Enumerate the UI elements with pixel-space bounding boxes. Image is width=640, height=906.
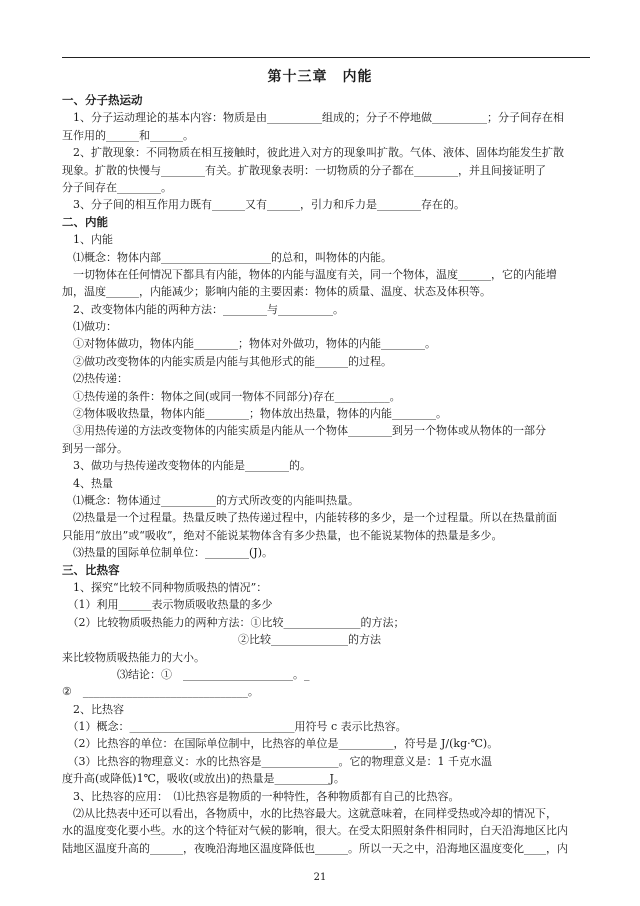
text-line: ②物体吸收热量，物体内能________；物体放出热量，物体的内能________。 xyxy=(62,407,447,421)
section-heading: 三、比热容 xyxy=(62,562,120,577)
text-line: （1）利用______表示物质吸收热量的多少 xyxy=(62,598,273,612)
document-body xyxy=(62,92,590,857)
text-line: 互作用的______和______。 xyxy=(62,128,194,142)
text-line: ⑵热量是一个过程量。热量反映了热传递过程中，内能转移的多少，是一个过程量。所以在热量前面 xyxy=(62,511,557,525)
text-line: 2、扩散现象：不同物质在相互接触时，彼此进入对方的现象叫扩散。气体、液体、固体均能发生扩散 xyxy=(62,146,564,160)
text-line: 2、比热容 xyxy=(62,702,124,716)
text-line: 度升高(或降低)1℃，吸收(或放出)的热量是__________J。 xyxy=(62,772,345,786)
text-line: ②做功改变物体的内能实质是内能与其他形式的能______的过程。 xyxy=(62,354,392,368)
text-line: ②比较______________的方法 xyxy=(62,633,381,647)
text-line: ⑶热量的国际单位制单位：________(J)。 xyxy=(62,546,273,560)
text-line: （2）比较物质吸热能力的两种方法：①比较______________的方法； xyxy=(62,615,405,629)
section-heading: 二、内能 xyxy=(62,214,108,229)
text-line: ⑴概念：物体内部____________________的总和，叫物体的内能。 xyxy=(62,250,392,264)
text-line: ①热传递的条件：物体之间(或同一物体不同部分)存在__________。 xyxy=(62,389,401,403)
text-line: 加，温度______，内能减少；影响内能的主要因素：物体的质量、温度、状态及体积等。 xyxy=(62,285,491,299)
text-line: ⑵热传递： xyxy=(62,372,128,386)
text-line: 只能用“放出”或“吸收”，绝对不能说某物体含有多少热量，也不能说某物体的热量是多少。 xyxy=(62,528,503,542)
text-line: （3）比热容的物理意义：水的比热容是______________。它的物理意义是：1 千克水温 xyxy=(62,754,492,768)
text-line: 来比较物质吸热能力的大小。 xyxy=(62,650,205,664)
text-line: 3、分子间的相互作用力既有______又有______，引力和斥力是________存在的。 xyxy=(62,198,465,212)
text-line: 陆地区温度升高的______，夜晚沿海地区温度降低也______。所以一天之中，沿海地区温度变化____，内 xyxy=(62,841,568,855)
text-line: 4、热量 xyxy=(62,476,113,490)
header-rule xyxy=(62,57,590,58)
text-line: （2）比热容的单位：在国际单位制中，比热容的单位是__________，符号是 J/(kg·℃)。 xyxy=(62,737,499,751)
text-line: ⑶结论：① ____________________。_ xyxy=(62,667,310,681)
text-line: 一切物体在任何情况下都具有内能，物体的内能与温度有关，同一个物体，温度______，它的内能增 xyxy=(62,267,557,281)
text-line: ⑵从比热表中还可以看出，各物质中，水的比热容最大。这就意味着，在同样受热或冷却的情况下， xyxy=(62,807,557,821)
text-line: 分子间存在________。 xyxy=(62,180,172,194)
text-line: 到另一部分。 xyxy=(62,441,128,455)
text-line: 3、做功与热传递改变物体的内能是________的。 xyxy=(62,459,311,473)
text-line: ①对物体做功，物体内能________；物体对外做功，物体的内能________。 xyxy=(62,337,436,351)
text-line: 水的温度变化要小些。水的这个特征对气候的影响，很大。在受太阳照射条件相同时，白天沿海地区比内 xyxy=(62,824,568,838)
text-line: ③用热传递的方法改变物体的内能实质是内能从一个物体________到另一个物体或从物体的一部分 xyxy=(62,424,546,438)
text-line: （1）概念：______________________________用符号 c 表示比热容。 xyxy=(62,720,407,734)
text-line: 现象。扩散的快慢与________有关。扩散现象表明：一切物质的分子都在________，并且间接证明了 xyxy=(62,163,546,177)
text-line: 1、探究“比较不同种物质吸热的情况”： xyxy=(62,580,268,594)
text-line: 1、内能 xyxy=(62,233,113,247)
page-number: 21 xyxy=(313,872,327,883)
text-line: ⑴做功： xyxy=(62,320,117,334)
text-line: ② ______________________________。 xyxy=(62,685,259,699)
text-line: 2、改变物体内能的两种方法：________与__________。 xyxy=(62,302,344,316)
chapter-title: 第十三章 内能 xyxy=(267,69,373,85)
text-line: ⑴概念：物体通过__________的方式所改变的内能叫热量。 xyxy=(62,493,359,507)
section-heading: 一、分子热运动 xyxy=(62,93,143,107)
text-line: 3、比热容的应用： ⑴比热容是物质的一种特性，各种物质都有自己的比热容。 xyxy=(62,789,460,803)
text-line: 1、分子运动理论的基本内容：物质是由__________组成的；分子不停地做__________；分子间存在相 xyxy=(62,111,564,125)
